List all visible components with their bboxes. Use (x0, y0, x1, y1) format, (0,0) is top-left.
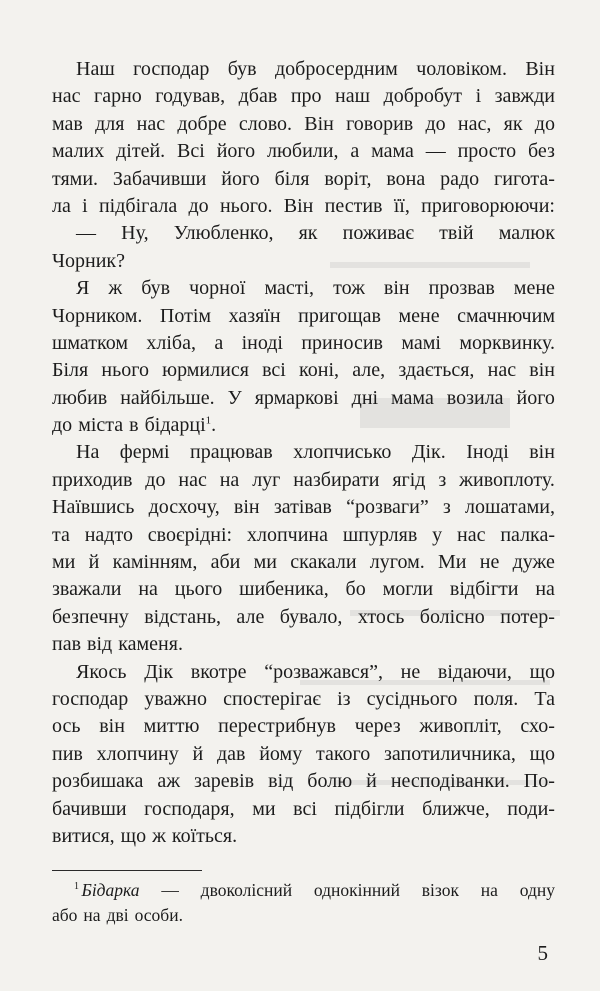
body-line: пив хлопчину й дав йому такого запотиличника, що (52, 742, 555, 765)
body-line: бачивши господаря, ми всі підбігли ближче, поди- (52, 797, 555, 820)
footnote-line: або на дві особи. (52, 904, 183, 925)
body-line: мав для нас добре слово. Він говорив до нас, як до (52, 112, 555, 135)
body-line: Біля нього юрмилися всі коні, але, здається, нас він (52, 359, 555, 382)
body-line: ось він миттю перестрибнув через живопліт, схо- (52, 715, 555, 738)
body-line: пав від каменя. (52, 633, 183, 656)
body-line: розбишака аж заревів від болю й несподіванки. По- (52, 770, 555, 793)
body-line: зважали на цього шибеника, бо могли відбігти на (52, 578, 555, 601)
body-text (52, 56, 555, 850)
body-line: любив найбільше. У ярмаркові дні мама возила його (52, 386, 555, 409)
body-line: Чорником. Потім хазяїн пригощав мене смачнючим (52, 304, 555, 327)
body-line: нас гарно годував, дбав про наш добробут і завжди (52, 85, 555, 108)
body-line: господар уважно спостерігає із сусіднього поля. Та (52, 687, 555, 710)
footnote (52, 878, 555, 927)
footnote-reference: 1 (205, 414, 212, 427)
footnote-line: $^1$ Бідарка — двоколісний однокінний візок на одну (74, 880, 555, 900)
body-line: малих дітей. Всі його любили, а мама — просто без (52, 140, 555, 163)
body-line: безпечну відстань, але бувало, хтось болісно потер- (52, 605, 555, 628)
body-line: та надто своєрідні: хлопчина шпурляв у нас палка- (52, 523, 555, 546)
body-line: На фермі працював хлопчисько Дік. Іноді він (76, 441, 555, 464)
body-line: Чорник? (52, 249, 125, 272)
footnote-marker: 1 (74, 881, 82, 893)
footnote-divider (52, 870, 202, 871)
body-line: Якось Дік вкотре “розважався”, не відаючи, що (76, 660, 555, 683)
page-number: 5 (537, 941, 548, 965)
body-line: Я ж був чорної масті, тож він прозвав мене (76, 277, 555, 300)
body-line: до міста в бідарці$^1$. (52, 414, 217, 437)
body-line: шматком хліба, а іноді приносив мамі морквинку. (52, 331, 555, 354)
body-line: ми й камінням, аби ми скакали лугом. Ми не дуже (52, 551, 555, 574)
body-line: витися, що ж коїться. (52, 824, 238, 847)
body-line: тями. Забачивши його біля воріт, вона радо гигота- (52, 167, 555, 190)
body-line: ла і підбігала до нього. Він пестив її, приговорюючи: (52, 194, 555, 217)
body-line: Наївшись досхочу, він затівав “розваги” з лошатами, (52, 496, 555, 519)
body-line: — Ну, Улюбленко, як поживає твій малюк (76, 222, 555, 245)
body-line: приходив до нас на луг назбирати ягід з живоплоту. (52, 468, 555, 491)
body-line: Наш господар був добросердним чоловіком. Він (76, 58, 555, 80)
